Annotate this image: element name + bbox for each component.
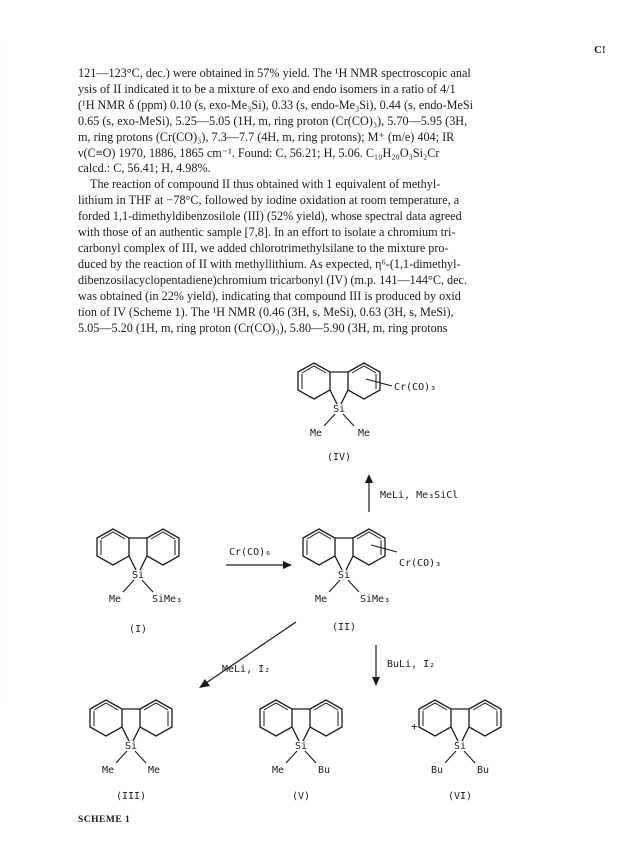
substituent-left: Bu [430, 765, 444, 776]
substituent-right: Me [357, 428, 371, 439]
compound-label: (II) [331, 622, 357, 633]
arrow-ii-to-v-vi [372, 645, 435, 686]
compound-label: (V) [291, 791, 311, 802]
scheme-caption: SCHEME 1 [78, 815, 131, 825]
substituent-right: Bu [476, 765, 490, 776]
plus-sign: + [411, 720, 418, 733]
substituent-right: Bu [317, 765, 331, 776]
compound-label: (IV) [326, 452, 352, 463]
arrow-ii-to-iv [365, 474, 458, 512]
metal-fragment: Cr(CO)₃ [394, 382, 437, 393]
compound-iii [90, 700, 172, 802]
paragraph-2: The reaction of compound II thus obtained with 1 equivalent of methyl- lithium in THF at −78°C, followed by iodine oxidation at room temperature, a forded 1,1-dimethyldibenzosilole (III) (52% yield), whose spectral data agreed with those of an authentic sample [7,8]. In an effort to isolate a chromium tri- carbonyl complex of III, we added chlorotrimethylsilane to the mixture pro- duced by the reaction of II with methyllithium. As expected, η⁶-(1,1-dimethyl- dibenzosilacyclopentadiene)chromium tricarbonyl (IV) (m.p. 141—144°C, dec. was obtained (in 22% yield), indicating that compound III is produced by oxid tion of IV (Scheme 1). The ¹H NMR (0.46 (3H, s, MeSi), 0.63 (3H, s, MeSi), 5.05—5.20 (1H, m, ring proton (Cr(CO)₃), 5.80—5.90 (3H, m, ring protons [78, 177, 468, 335]
si-atom-label: Si [332, 404, 346, 415]
substituent-right: Me [147, 765, 161, 776]
substituent-left: Me [309, 428, 323, 439]
arrow-ii-to-iii [199, 622, 296, 688]
si-atom-label: Si [294, 741, 308, 752]
compound-ii [303, 529, 441, 633]
scan-edge-artifact [2, 40, 8, 700]
compound-label: (III) [115, 791, 147, 802]
si-atom-label: Si [453, 741, 467, 752]
running-head: C! [594, 44, 606, 56]
substituent-left: Me [271, 765, 285, 776]
compound-iv [298, 363, 436, 463]
substituent-right: SiMe₃ [151, 594, 183, 605]
substituent-right: SiMe₃ [359, 594, 391, 605]
compound-label: (VI) [447, 791, 473, 802]
compound-i [97, 529, 182, 635]
compound-label: (I) [128, 624, 148, 635]
reagent-label: Cr(CO)₆ [229, 547, 272, 558]
compound-v [260, 700, 342, 802]
arrow-i-to-ii [226, 547, 292, 569]
paragraph-1: 121—123°C, dec.) were obtained in 57% yield. The ¹H NMR spectroscopic anal ysis of II indicated it to be a mixture of exo and endo isomers in a ratio of 4/1 (¹H NMR δ (ppm) 0.10 (s, exo-Me₃Si), 0.33 (s, endo-Me₃Si), 0.44 (s, endo-MeSi 0.65 (s, exo-MeSi), 5.25—5.05 (1H, m, ring proton (Cr(CO)₃), 5.70—5.95 (3H, m, ring protons (Cr(CO)₃), 7.3—7.7 (4H, m, ring protons); M⁺ (m/e) 404; IR ν(C≡O) 1970, 1886, 1865 cm⁻¹. Found: C, 56.21; H, 5.06. C₁₉H₂₀O₃Si₂Cr calcd.: C, 56.41; H, 4.98%. [78, 66, 473, 176]
substituent-left: Me [101, 765, 115, 776]
substituent-left: Me [108, 594, 122, 605]
reagent-label: MeLi, I₂ [222, 664, 271, 675]
compound-vi [419, 700, 501, 802]
reagent-label: BuLi, I₂ [387, 659, 436, 670]
si-atom-label: Si [124, 741, 138, 752]
si-atom-label: Si [131, 570, 145, 581]
substituent-left: Me [314, 594, 328, 605]
metal-fragment: Cr(CO)₃ [399, 558, 442, 569]
si-atom-label: Si [337, 570, 351, 581]
reagent-label: MeLi, Me₃SiCl [380, 490, 459, 501]
